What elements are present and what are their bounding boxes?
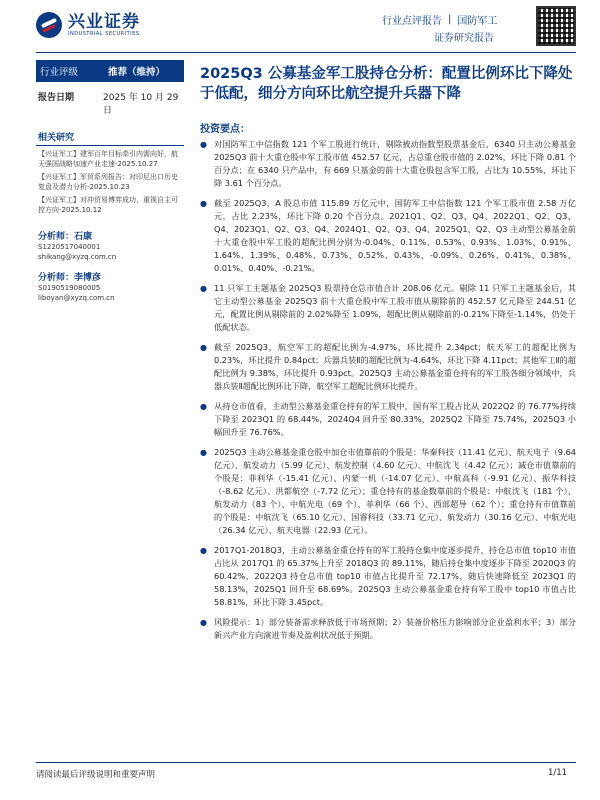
key-point-text: 对国防军工中信指数 121 个军工股进行统计，剔除被动指数型股票基金后，6340 只主动公募基金 2025Q3 前十大重仓股中军工股市值 452.57 亿元，占总重仓股市值的 2.02%，环比下降 0.81 个百分点；在 6340 只产品中，有 669 只基金的前十大重仓股包含军工股，占比为 10.55%，环比下降 3.61 个百分点。 — [214, 139, 576, 188]
bullet-icon: ● — [200, 618, 207, 627]
report-date-label: 报告日期 — [38, 93, 75, 103]
header-subtitle: 证券研究报告 — [434, 33, 494, 44]
key-point-text: 2017Q1-2018Q3，主动公募基金重仓持有的军工股持仓集中度逐步提升，持仓总市值 top10 市值占比从 2017Q1 的 65.37%上升至 2018Q3 的 89.11%，随后持仓集中度逐步下降至 2020Q3 的 60.42%，2022Q3 持仓总市值 top10 市值占比提升至 72.17%，随后快速降低至 2023Q1 的 58.13%，2025Q1 回升至 68.69%。2025Q3 主动公募基金重仓持有军工股中 top10 市值占比 58.81%，环比下降 3.45pct。 — [214, 545, 576, 607]
page-number: 1/11 — [548, 768, 568, 778]
sidebar — [36, 60, 184, 303]
analyst-email[interactable]: liboyan@xyzq.com.cn — [38, 294, 115, 302]
logo-emblem-icon — [36, 12, 62, 38]
company-logo — [36, 12, 140, 38]
report-date-value: 2025 年 10 月 29 日 — [103, 93, 179, 116]
key-point-text: 11 只军工主题基金 2025Q3 股票持仓总市值合计 208.06 亿元。剔除 11 只军工主题基金后，其它主动型公募基金 2025Q3 前十大重仓股中军工股市值从剔除前的 452.57 亿元降至 244.51 亿元，配置比例从剔除前的 2.02%降至 1.09%，超配比例从剔除前的-0.21%下降至-1.14%，仍处于低配状态。 — [214, 283, 576, 332]
key-point-text: 截至 2025Q3，A 股总市值 115.89 万亿元中，国防军工中信指数 121 个军工股市值 2.58 万亿元，占比 2.23%，环比下降 0.20 个百分点。2021Q1、Q2、Q3、Q4、2022Q1、Q2、Q3、Q4、2023Q1、Q2、Q3、Q4、2024Q1、Q2、Q3、Q4、2025Q1、Q2、Q3 主动型公募基金前十大重仓股中军工股的超配比例分别为-0.04%、0.11%、0.53%、0.93%、1.03%、0.91%、1.64%、1.39%、0.48%、0.73%、0.52%、0.43%、-0.09%、0.26%、0.41%、0.38%、0.01%、0.40%、-0.21%。 — [214, 198, 576, 273]
bullet-icon: ● — [200, 343, 207, 352]
risk-warning-text: 风险提示：1）部分装备需求释放低于市场预期；2）装备价格压力影响部分企业盈利水平；3）部分新兴产业方向演进节奏及盈利状况低于预期。 — [214, 617, 576, 640]
qr-code-icon — [536, 6, 576, 46]
bullet-icon: ● — [200, 448, 207, 457]
key-point-text: 截至 2025Q3，航空军工的超配比例为-4.97%，环比提升 2.34pct；航天军工的超配比例为 0.23%，环比提升 0.84pct；兵器兵装Ⅱ的超配比例为-4.64%，环比下降 4.11pct；其他军工Ⅱ的超配比例为 9.38%，环比提升 0.93pct。2025Q3 主动公募基金重仓持有的军工股各细分领域中，兵器兵装Ⅱ超配比例环比下降，航空军工超配比例环比提升。 — [214, 342, 576, 391]
analyst-id: S0190519080005 — [38, 284, 101, 292]
report-header — [0, 0, 600, 56]
related-research-title: 相关研究 — [36, 130, 184, 146]
related-research-item[interactable]: 【兴证军工】建军百年目标牵引内需向好，航天强国战略加速产业走速-2025.10.27 — [38, 150, 178, 168]
risk-warning-item — [200, 616, 576, 642]
analyst-email[interactable]: shikang@xyzq.com.cn — [38, 253, 117, 261]
key-point-text: 2025Q3 主动公募基金重仓股中加仓市值靠前的个股是：华秦科技（11.41 亿元）、航天电子（9.64 亿元）、航发动力（5.99 亿元）、航发控制（4.60 亿元）、中航沈飞（4.42 亿元）；减仓市值靠前的个股是：菲利华（-15.41 亿元）、内蒙一机（-14.07 亿元）、中航高科（-9.91 亿元）、振华科技（-8.62 亿元）、洪都航空（-7.72 亿元）；重仓持有的基金数靠前的个股是：中航沈飞（181 个）、航发动力（83 个）、中航光电（69 个）、菲利华（66 个）、西部超导（62 个）；重仓持有市值靠前的个股是：中航沈飞（65.10 亿元）、国睿科技（33.71 亿元）、航发动力（30.16 亿元）、中航光电（26.34 亿元）、航天电器（22.93 亿元）。 — [214, 447, 576, 535]
bullet-icon: ● — [200, 402, 207, 411]
header-separator: | — [448, 14, 452, 25]
bullet-icon: ● — [200, 140, 207, 149]
key-point-item — [200, 138, 576, 190]
key-point-item — [200, 197, 576, 275]
bullet-icon: ● — [200, 199, 207, 208]
key-point-text: 从持仓市值看，主动型公募基金重仓持有的军工股中，国有军工股占比从 2022Q2 的 76.77%持续下降至 2023Q1 的 68.44%，2024Q4 回升至 80.33%，2025Q2 下降至 75.74%，2025Q3 小幅回升至 76.76%。 — [214, 401, 576, 437]
report-type-label: 行业点评报告 — [382, 16, 442, 27]
key-point-item — [200, 341, 576, 393]
header-links — [382, 12, 497, 27]
report-title: 2025Q3 公募基金军工股持仓分析：配置比例环比下降处于低配，细分方向环比航空提升兵器下降 — [200, 66, 573, 102]
bullet-icon: ● — [200, 284, 207, 293]
footer-disclaimer: 请阅读最后评级说明和重要声明 — [36, 770, 156, 780]
rating-value: 推荐（维持） — [108, 67, 166, 78]
analyst-name: 分析师：李博彦 — [38, 273, 102, 283]
key-point-item — [200, 282, 576, 334]
related-research-item[interactable]: 【兴证军工】军贸系列报告：对印尼出口历史复盘及潜力分析-2025.10.23 — [38, 173, 178, 191]
logo-cn-text: 兴业证券 — [68, 12, 140, 32]
related-research-item[interactable]: 【兴证军工】对冲贸易博弈成功，重视自主可控方向-2025.10.12 — [38, 196, 178, 214]
report-date-row — [36, 90, 184, 116]
key-point-item — [200, 400, 576, 439]
header-divider — [36, 52, 576, 53]
key-point-item — [200, 446, 576, 537]
analyst-id: S1220517040001 — [38, 243, 101, 251]
bullet-icon: ● — [200, 546, 207, 555]
analyst-block — [36, 270, 184, 303]
analyst-block — [36, 229, 184, 262]
rating-label: 行业评级 — [40, 67, 79, 78]
key-points-heading: 投资要点： — [200, 124, 250, 135]
key-points-list — [200, 138, 576, 649]
rating-bar — [36, 60, 184, 82]
industry-label: 国防军工 — [457, 16, 498, 27]
analyst-name: 分析师：石康 — [38, 232, 93, 242]
key-point-item — [200, 544, 576, 609]
logo-en-text: INDUSTRIAL SECURITIES — [68, 31, 140, 37]
footer-divider — [36, 762, 576, 763]
